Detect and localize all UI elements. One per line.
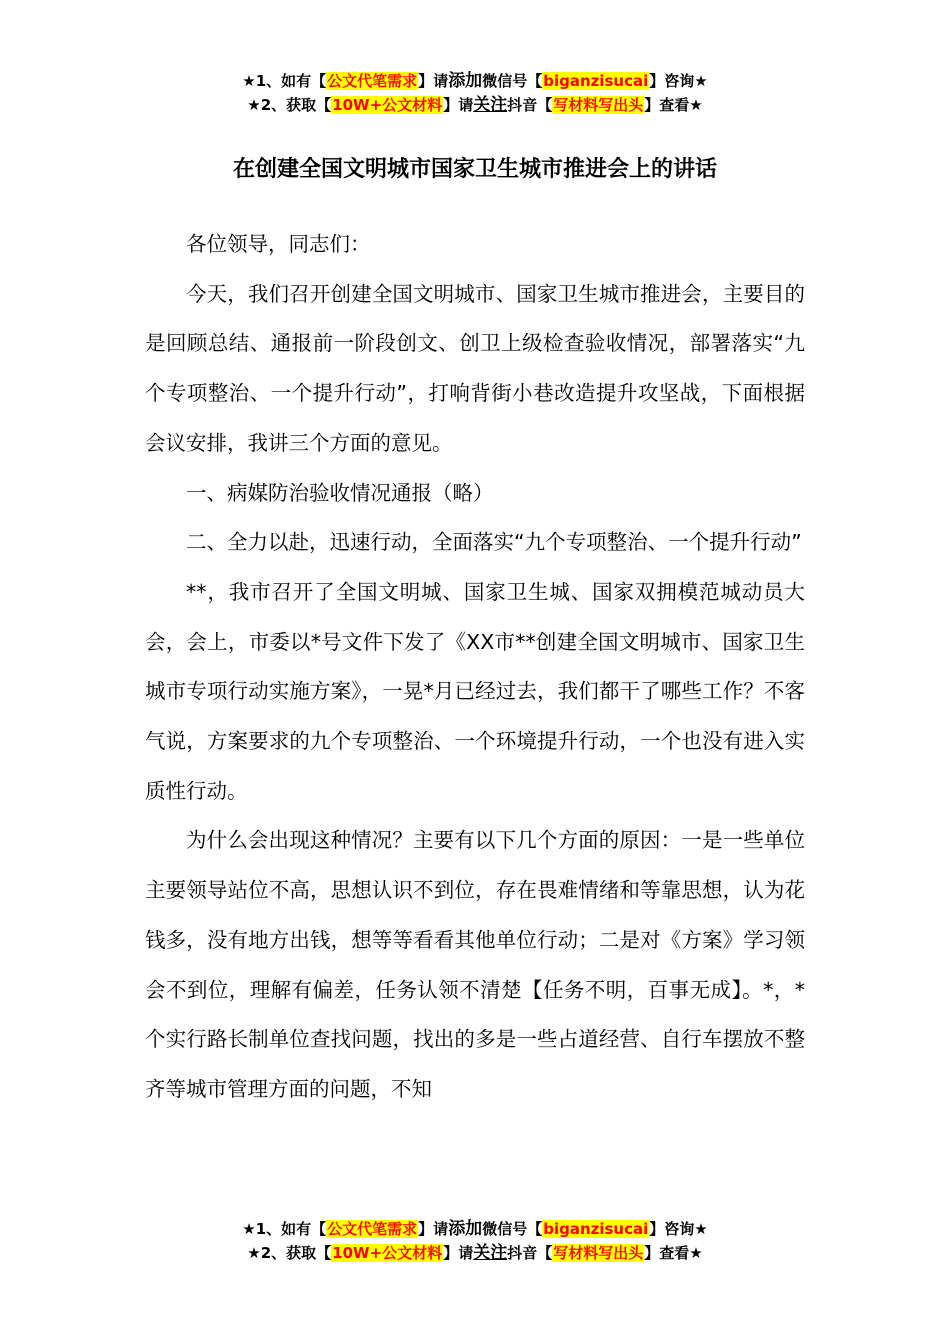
highlight-materials: 10W+公文材料	[332, 96, 443, 114]
document-title: 在创建全国文明城市国家卫生城市推进会上的讲话	[232, 157, 717, 182]
banner-text: 】请	[418, 72, 449, 90]
section-heading: 二、全力以赴，迅速行动，全面落实“九个专项整治、一个提升行动”	[186, 530, 802, 555]
banner-line-1	[0, 69, 950, 93]
banner-text: ★1、如有【	[242, 72, 327, 90]
highlight-service: 公文代笔需求	[327, 72, 418, 90]
highlight-douyin-account: 写材料写出头	[553, 96, 644, 114]
highlight-materials: 10W+公文材料	[332, 1244, 443, 1262]
section-heading: 一、病媒防治验收情况通报（略）	[186, 480, 494, 505]
highlight-service: 公文代笔需求	[327, 1220, 418, 1238]
banner-text: ★2、获取【	[247, 1244, 332, 1262]
banner-text: 】咨询★	[649, 1220, 708, 1238]
highlight-douyin-account: 写材料写出头	[553, 1244, 644, 1262]
banner-text: 】请	[443, 96, 474, 114]
banner-text: 抖音【	[507, 96, 553, 114]
header-banner	[0, 69, 950, 117]
salutation: 各位领导，同志们：	[186, 232, 371, 256]
banner-line-2	[0, 1241, 950, 1265]
banner-emphasis: 关注	[473, 1243, 508, 1263]
banner-text: 】查看★	[644, 96, 703, 114]
highlight-wechat-id: biganzisucai	[543, 72, 649, 90]
paragraph: **，我市召开了全国文明城、国家卫生城、国家双拥模范城动员大会，会上，市委以*号文件下发了《XX市**创建全国文明城市、国家卫生城市专项行动实施方案》，一晃*月已经过去，我们都干了哪些工作？不客气说，方案要求的九个专项整治、一个环境提升行动，一个也没有进入实质性行动。	[145, 579, 805, 803]
banner-text: 】请	[418, 1220, 449, 1238]
footer-banner	[0, 1217, 950, 1265]
banner-text: 】查看★	[644, 1244, 703, 1262]
banner-text: ★1、如有【	[242, 1220, 327, 1238]
banner-line-2	[0, 93, 950, 117]
banner-text: 】咨询★	[649, 72, 708, 90]
banner-text: ★2、获取【	[247, 96, 332, 114]
banner-emphasis: 添加	[448, 71, 483, 91]
banner-line-1	[0, 1217, 950, 1241]
highlight-wechat-id: biganzisucai	[543, 1220, 649, 1238]
paragraph: 为什么会出现这种情况？主要有以下几个方面的原因：一是一些单位主要领导站位不高，思想认识不到位，存在畏难情绪和等靠思想，认为花钱多，没有地方出钱，想等等看看其他单位行动；二是对《方案》学习领会不到位，理解有偏差，任务认领不清楚【任务不明，百事无成】。*，*个实行路长制单位查找问题，找出的多是一些占道经营、自行车摆放不整齐等城市管理方面的问题，不知	[145, 828, 805, 1101]
banner-text: 】请	[443, 1244, 474, 1262]
paragraph: 今天，我们召开创建全国文明城市、国家卫生城市推进会，主要目的是回顾总结、通报前一阶段创文、创卫上级检查验收情况，部署落实“九个专项整治、一个提升行动”，打响背街小巷改造提升攻坚战，下面根据会议安排，我讲三个方面的意见。	[145, 281, 805, 455]
banner-text: 微信号【	[482, 72, 543, 90]
banner-text: 抖音【	[507, 1244, 553, 1262]
document-body	[145, 220, 805, 1115]
banner-text: 微信号【	[482, 1220, 543, 1238]
banner-emphasis: 关注	[473, 95, 508, 115]
banner-emphasis: 添加	[448, 1219, 483, 1239]
